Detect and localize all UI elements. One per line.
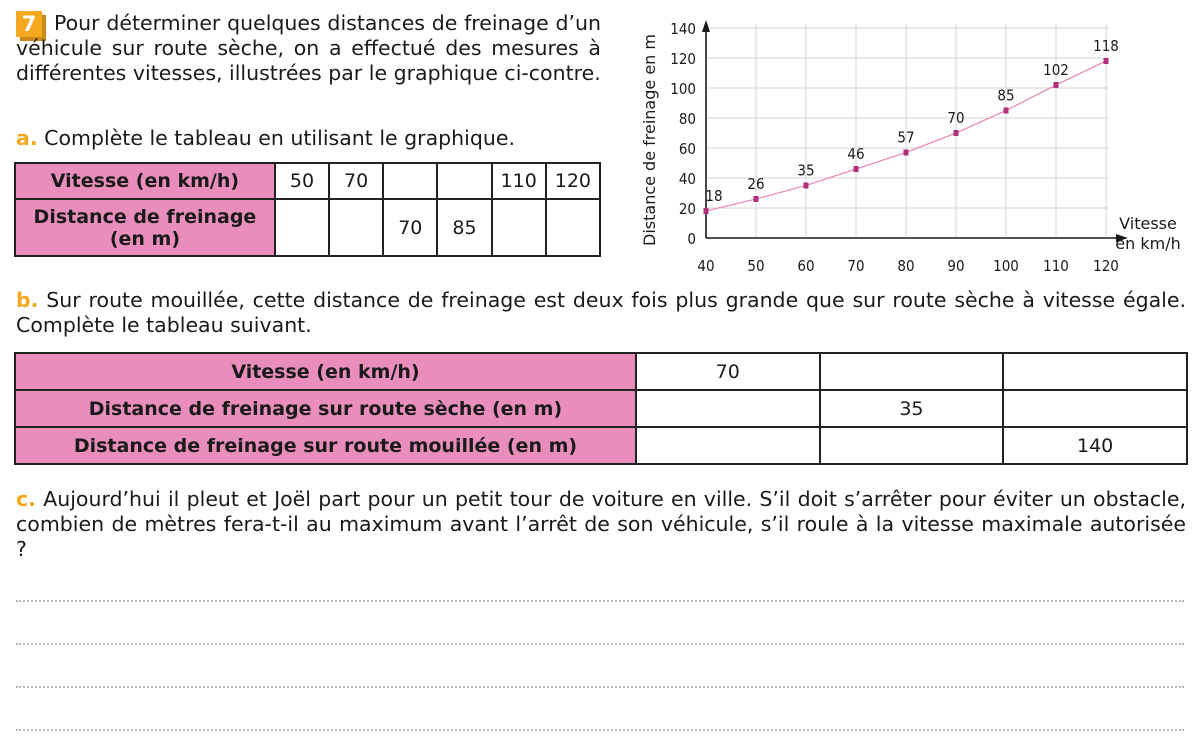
y-tick-label: 120 [670, 50, 696, 68]
x-tick-labels [697, 257, 1118, 275]
data-label: 18 [705, 187, 723, 205]
table-a-speed-cell[interactable] [383, 163, 437, 199]
data-label: 118 [1093, 37, 1119, 55]
braking-distance-chart [630, 10, 1195, 282]
table-a-speed-cell[interactable]: 120 [546, 163, 600, 199]
table-a-distance-cell[interactable] [546, 199, 600, 256]
x-axis-label-line1: Vitesse [1119, 214, 1177, 233]
data-label: 70 [947, 109, 965, 127]
table-a-distance-header: Distance de freinage (en m) [15, 199, 275, 256]
y-tick-label: 20 [678, 200, 696, 218]
answer-line[interactable] [16, 600, 1184, 602]
question-b-text: Sur route mouillée, cette distance de freinage est deux fois plus grande que sur route sèche à vitesse égale. Complète le tableau suivant. [16, 288, 1186, 337]
table-a-speed-header: Vitesse (en km/h) [15, 163, 275, 199]
table-b-cell[interactable]: 140 [1003, 427, 1187, 464]
table-b-cell[interactable] [636, 427, 820, 464]
table-b-row [15, 427, 1187, 464]
x-axis-label-line2: en km/h [1115, 234, 1181, 253]
exercise-intro: Pour déterminer quelques distances de freinage d’un véhicule sur route sèche, on a effectué des mesures à différentes vitesses, illustrées par le graphique ci-contre. [16, 11, 601, 85]
answer-line[interactable] [16, 686, 1184, 688]
table-a [14, 162, 601, 257]
data-label: 102 [1043, 61, 1069, 79]
table-a-distance-cell[interactable] [329, 199, 383, 256]
data-point [804, 183, 809, 189]
x-tick-label: 110 [1043, 257, 1069, 275]
question-c [16, 487, 1186, 562]
exercise-number: 7 [16, 11, 42, 37]
data-label: 26 [747, 175, 765, 193]
table-a-distance-row [15, 199, 600, 256]
table-a-distance-cell[interactable] [275, 199, 329, 256]
x-tick-label: 80 [897, 257, 915, 275]
data-label: 57 [897, 128, 915, 147]
data-label: 35 [797, 161, 815, 180]
table-b-row [15, 353, 1187, 390]
data-point [1054, 82, 1059, 88]
table-a-speed-row [15, 163, 600, 199]
answer-line[interactable] [16, 643, 1184, 645]
x-tick-label: 100 [993, 257, 1019, 275]
table-b-cell[interactable] [820, 353, 1004, 390]
answer-line[interactable] [16, 729, 1184, 731]
table-b [14, 352, 1188, 465]
table-b-cell[interactable] [1003, 390, 1187, 427]
y-tick-label: 100 [670, 80, 696, 98]
y-tick-label: 80 [678, 110, 696, 128]
x-tick-label: 70 [847, 257, 865, 275]
data-point [1004, 108, 1009, 114]
data-label: 85 [997, 86, 1015, 105]
data-point [704, 208, 709, 214]
table-b-cell[interactable] [636, 390, 820, 427]
data-point [854, 166, 859, 172]
x-tick-label: 40 [697, 257, 715, 275]
y-axis-label: Distance de freinage en m [640, 34, 659, 246]
table-a-distance-cell[interactable]: 70 [383, 199, 437, 256]
data-point [954, 130, 959, 136]
table-b-cell[interactable]: 70 [636, 353, 820, 390]
table-b-header: Vitesse (en km/h) [15, 353, 636, 390]
table-b-header: Distance de freinage sur route mouillée (en m) [15, 427, 636, 464]
y-tick-label: 140 [670, 20, 696, 38]
data-point [1104, 58, 1109, 64]
y-axis-arrow [702, 20, 710, 32]
table-b-cell[interactable] [820, 427, 1004, 464]
table-a-speed-cell[interactable]: 70 [329, 163, 383, 199]
question-a [16, 126, 515, 151]
x-tick-label: 90 [947, 257, 965, 275]
question-a-text: Complète le tableau en utilisant le graphique. [44, 126, 515, 150]
y-tick-labels [670, 20, 696, 248]
y-tick-label: 0 [687, 230, 696, 248]
y-tick-label: 40 [678, 170, 696, 188]
table-a-speed-cell[interactable]: 50 [275, 163, 329, 199]
table-b-cell[interactable]: 35 [820, 390, 1004, 427]
table-a-distance-cell[interactable] [492, 199, 546, 256]
question-c-letter: c. [16, 487, 36, 511]
x-tick-label: 50 [747, 257, 765, 275]
table-b-header: Distance de freinage sur route sèche (en m) [15, 390, 636, 427]
data-labels [705, 37, 1118, 205]
data-point [754, 196, 759, 202]
question-c-text: Aujourd’hui il pleut et Joël part pour un petit tour de voiture en ville. S’il doit s’arrêter pour éviter un obstacle, combien de mètres fera-t-il au maximum avant l’arrêt de son véhicule, s’il roule à la vitesse maximale autorisée ? [16, 487, 1186, 561]
question-b-letter: b. [16, 288, 39, 312]
data-label: 46 [847, 145, 865, 163]
x-tick-label: 60 [797, 257, 815, 275]
question-a-letter: a. [16, 126, 38, 150]
table-a-speed-cell[interactable]: 110 [492, 163, 546, 199]
y-tick-label: 60 [678, 140, 696, 158]
question-b [16, 288, 1186, 338]
chart-axes [702, 20, 1128, 242]
data-point [904, 150, 909, 156]
table-b-cell[interactable] [1003, 353, 1187, 390]
table-a-distance-cell[interactable]: 85 [437, 199, 491, 256]
table-b-row [15, 390, 1187, 427]
table-a-speed-cell[interactable] [437, 163, 491, 199]
x-tick-label: 120 [1093, 257, 1119, 275]
